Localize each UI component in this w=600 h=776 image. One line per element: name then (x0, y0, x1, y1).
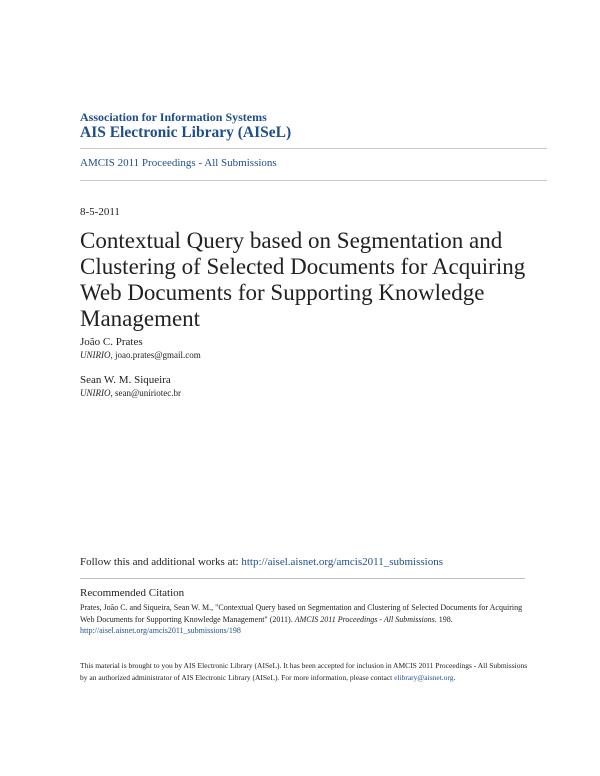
author-email-1: , joao.prates@gmail.com (110, 350, 201, 360)
publication-date: 8-5-2011 (80, 206, 120, 218)
recommended-citation (80, 602, 530, 637)
follow-works-link[interactable]: http://aisel.aisnet.org/amcis2011_submissions (241, 556, 443, 568)
author-affiliation-1 (80, 350, 201, 360)
citation-divider (80, 578, 525, 579)
author-institution-1: UNIRIO (80, 350, 111, 360)
citation-link[interactable]: http://aisel.aisnet.org/amcis2011_submissions/198 (80, 626, 241, 635)
proceedings-link[interactable]: AMCIS 2011 Proceedings - All Submissions (80, 157, 277, 169)
organization-name[interactable]: Association for Information Systems (80, 110, 267, 124)
author-institution-2: UNIRIO (80, 388, 111, 398)
follow-works-line (80, 556, 443, 568)
author-name-1: João C. Prates (80, 336, 143, 348)
contact-email-link[interactable]: elibrary@aisnet.org (394, 673, 454, 682)
library-header (80, 110, 550, 142)
copyright-notice (80, 660, 530, 684)
author-name-2: Sean W. M. Siqueira (80, 374, 171, 386)
library-name[interactable]: AIS Electronic Library (AISeL) (80, 124, 292, 141)
notice-end: . (453, 673, 456, 682)
header-divider (80, 148, 547, 149)
citation-source: AMCIS 2011 Proceedings - All Submissions (294, 614, 435, 624)
author-affiliation-2 (80, 388, 181, 398)
proceedings-divider (80, 180, 547, 181)
paper-title: Contextual Query based on Segmentation and Clustering of Selected Documents for Acquiring Web Documents for Supporting Knowledge Management (80, 228, 526, 331)
citation-text: Prates, João C. and Siqueira, Sean W. M., "Contextual Query based on Segmentation and Clustering of Selected Documents for Acquiring Web Documents for Supporting Knowledge Management" (2011). (80, 603, 523, 624)
notice-text: This material is brought to you by AIS Electronic Library (AISeL). It has been accepted for inclusion in AMCIS 2011 Proceedings - All Submissions by an authorized administrator of AIS Electronic Library (AISeL). For more information, please contact (80, 661, 528, 682)
author-email-2: , sean@uniriotec.br (110, 388, 182, 398)
follow-text: Follow this and additional works at: (80, 556, 242, 568)
recommended-citation-heading: Recommended Citation (80, 587, 185, 599)
citation-number: . 198. (434, 614, 453, 624)
